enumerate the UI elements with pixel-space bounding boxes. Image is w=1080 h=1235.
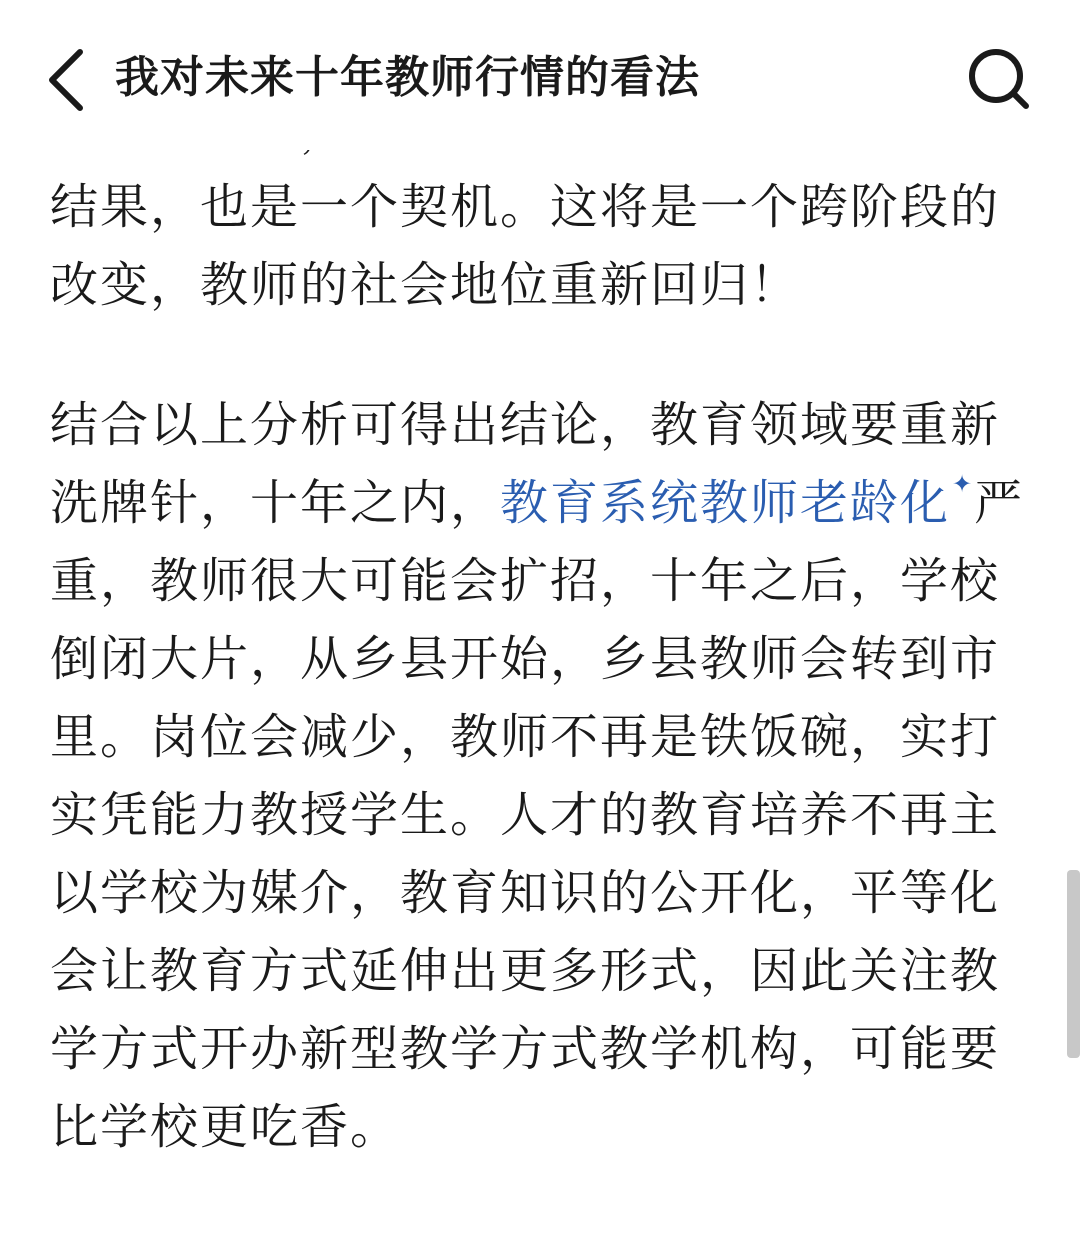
paragraph-text: 严重，教师很大可能会扩招，十年之后，学校倒闭大片，从乡县开始，乡县教师会转到市里。岗位会减少，教师不再是铁饭碗，实打实凭能力教授学生。人才的教育培养不再主以学校为媒介，教育知识的公开化，平等化会让教育方式延伸出更多形式，因此关注教学方式开办新型教学方式教学机构，可能要比学校更吃香。 [50,475,1025,1155]
search-icon [960,40,1040,120]
search-button[interactable] [960,40,1040,120]
top-navigation-bar [0,0,1080,150]
article-paragraph: 结果，也是一个契机。这将是一个跨阶段的改变，教师的社会地位重新回归！ [50,179,1001,313]
page-title: 我对未来十年教师行情的看法 [115,52,700,103]
sparkle-icon: ✦ [952,470,975,498]
article-paragraph [50,386,1030,1166]
keyword-link[interactable]: 教育系统教师老龄化 [500,475,951,531]
back-button[interactable] [40,40,100,120]
paragraph-text: 结合以上分析可得出结论，教育领域要重新洗牌针，十年之内， [50,397,1001,531]
scrollbar-thumb[interactable] [1067,870,1080,1058]
chevron-left-icon [40,40,100,120]
